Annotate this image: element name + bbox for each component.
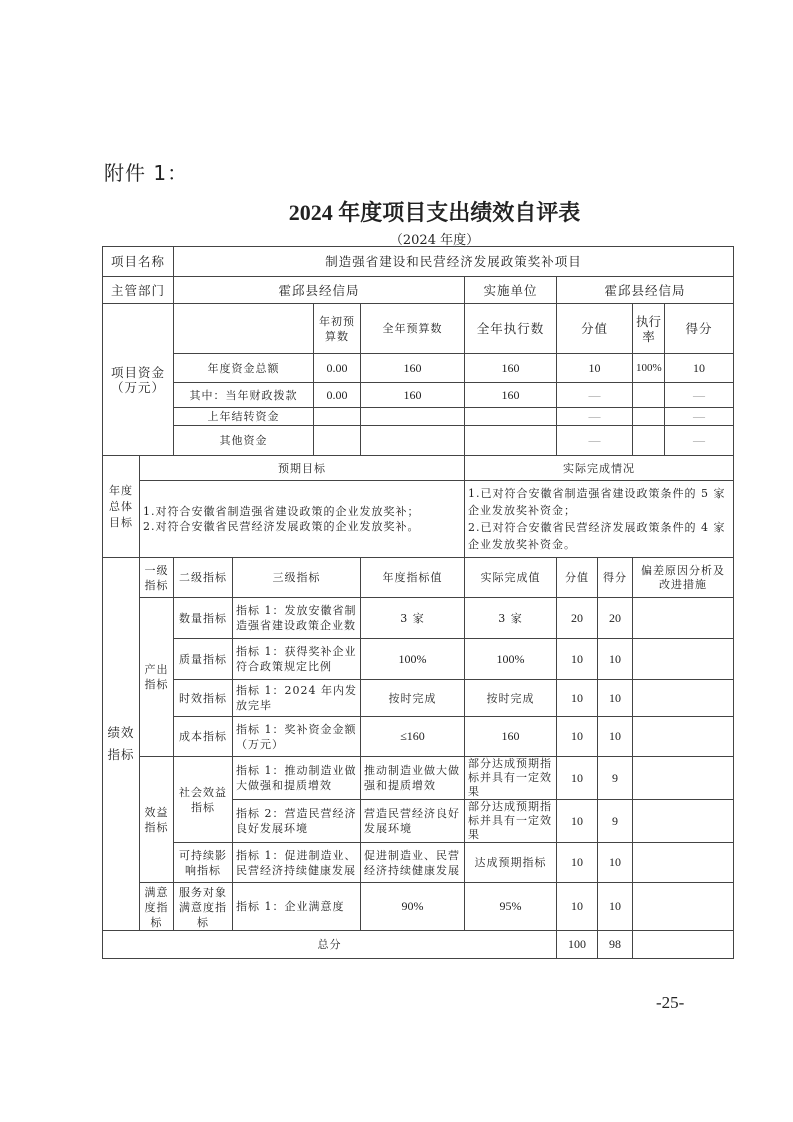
header-weight: 分值 [557,558,598,598]
funds-rate [633,426,665,456]
actual-goal-line: 2.已对符合安徽省民营经济发展政策条件的 4 家企业发放奖补资金。 [468,521,726,551]
total-weight: 100 [557,931,598,959]
funds-weight: — [557,383,633,408]
funds-weight: 10 [557,354,633,383]
indicator-score: 10 [598,843,633,883]
indicator-weight: 10 [557,639,598,680]
funds-row [103,426,734,456]
indicator-target: 促进制造业、民营经济持续健康发展 [361,843,465,883]
indicator-actual: 按时完成 [465,680,557,717]
indicator-target: 100% [361,639,465,680]
indicator-deviation [633,598,734,639]
indicator-actual: 160 [465,717,557,757]
funds-row-label: 其他资金 [174,426,314,456]
header-score: 得分 [598,558,633,598]
subtitle: （2024 年度） [389,233,480,248]
funds-section-label [103,304,174,456]
funds-score: 10 [665,354,734,383]
indicator-level3: 指标 2：营造民营经济良好发展环境 [233,800,361,843]
indicator-actual: 3 家 [465,598,557,639]
indicator-level2: 数量指标 [174,598,233,639]
indicator-weight: 10 [557,843,598,883]
indicator-target: ≤160 [361,717,465,757]
header-score-weight: 分值 [557,304,633,354]
actual-goal-line: 1.已对符合安徽省制造强省建设政策条件的 5 家企业发放奖补资金； [468,487,726,517]
funds-score: — [665,408,734,426]
header-level2: 二级指标 [174,558,233,598]
funds-annual: 160 [361,383,465,408]
indicator-target: 按时完成 [361,680,465,717]
indicator-deviation [633,717,734,757]
indicator-level2: 时效指标 [174,680,233,717]
indicators-section-label: 绩效指标 [103,558,140,931]
indicator-level2: 可持续影响指标 [174,843,233,883]
indicator-level3: 指标 1：推动制造业做大做强和提质增效 [233,757,361,800]
indicator-row [103,680,734,717]
funds-row-label: 其中：当年财政拨款 [174,383,314,408]
expected-goal-line: 2.对符合安徽省民营经济发展政策的企业发放奖补。 [143,520,420,533]
indicator-weight: 20 [557,598,598,639]
indicator-score: 10 [598,680,633,717]
indicator-score: 10 [598,883,633,931]
indicator-level3: 指标 1：获得奖补企业符合政策规定比例 [233,639,361,680]
funds-section-text: 项目资金（万元） [110,364,165,395]
indicator-level3: 指标 1：发放安徽省制造强省建设政策企业数 [233,598,361,639]
impl-value: 霍邱县经信局 [557,277,734,304]
dept-value: 霍邱县经信局 [174,277,465,304]
funds-initial [314,408,361,426]
funds-initial: 0.00 [314,354,361,383]
indicator-row [103,598,734,639]
header-initial-budget: 年初预算数 [314,304,361,354]
goals-table [102,455,734,558]
funds-row [103,408,734,426]
benefit-indicator-label: 效益指标 [140,757,174,883]
funds-score: — [665,383,734,408]
funds-exec: 160 [465,354,557,383]
indicator-score: 10 [598,639,633,680]
expected-goal-line: 1.对符合安徽省制造强省建设政策的企业发放奖补； [143,505,420,518]
funds-exec [465,426,557,456]
funds-row-label: 上年结转资金 [174,408,314,426]
funds-exec [465,408,557,426]
output-indicator-label: 产出指标 [140,598,174,757]
funds-header-row [103,304,734,354]
funds-score: — [665,426,734,456]
actual-goal-content [465,481,734,558]
indicator-level3: 指标 1：企业满意度 [233,883,361,931]
indicator-row [103,717,734,757]
indicator-deviation [633,639,734,680]
funds-rate [633,383,665,408]
header-annual-budget: 全年预算数 [361,304,465,354]
expected-goal-content [140,481,465,558]
goals-section-label: 年度总体目标 [103,456,140,558]
goals-header-row [103,456,734,481]
goals-content-row [103,481,734,558]
indicator-deviation [633,883,734,931]
page-number: -25- [656,993,685,1012]
total-deviation [633,931,734,959]
indicator-row [103,757,734,800]
header-deviation: 偏差原因分析及改进措施 [633,558,734,598]
funds-row-label: 年度资金总额 [174,354,314,383]
funds-annual [361,426,465,456]
indicator-actual: 达成预期指标 [465,843,557,883]
indicator-weight: 10 [557,800,598,843]
total-score: 98 [598,931,633,959]
indicator-deviation [633,843,734,883]
project-name-value: 制造强省建设和民营经济发展政策奖补项目 [174,247,734,277]
indicator-deviation [633,800,734,843]
header-exec-rate: 执行率 [633,304,665,354]
project-name-label: 项目名称 [103,247,174,277]
header-annual-exec: 全年执行数 [465,304,557,354]
indicator-actual: 95% [465,883,557,931]
header-target: 年度指标值 [361,558,465,598]
indicator-weight: 10 [557,883,598,931]
satisfaction-indicator-label: 满意度指标 [140,883,174,931]
indicator-score: 10 [598,717,633,757]
impl-label: 实施单位 [465,277,557,304]
header-level1: 一级指标 [140,558,174,598]
indicator-row [103,639,734,680]
indicator-score: 20 [598,598,633,639]
indicator-target: 90% [361,883,465,931]
dept-label: 主管部门 [103,277,174,304]
funds-exec: 160 [465,383,557,408]
page-title [0,196,793,227]
indicator-level2: 社会效益指标 [174,757,233,843]
indicator-score: 9 [598,800,633,843]
funds-rate: 100% [633,354,665,383]
funds-rate [633,408,665,426]
indicator-row [103,883,734,931]
indicator-target: 营造民营经济良好发展环境 [361,800,465,843]
actual-goal-header: 实际完成情况 [465,456,734,481]
indicator-level3: 指标 1：奖补资金金额（万元） [233,717,361,757]
project-name-row [103,247,734,277]
indicator-level2: 质量指标 [174,639,233,680]
funds-header-blank [174,304,314,354]
indicator-weight: 10 [557,680,598,717]
header-score: 得分 [665,304,734,354]
indicator-actual: 部分达成预期指标并具有一定效果 [465,757,557,800]
indicator-deviation [633,757,734,800]
indicator-level2: 成本指标 [174,717,233,757]
project-funds-table [102,246,734,456]
indicator-row [103,843,734,883]
indicator-actual: 100% [465,639,557,680]
indicator-target: 推动制造业做大做强和提质增效 [361,757,465,800]
indicator-score: 9 [598,757,633,800]
dept-row [103,277,734,304]
attachment-label: 附件 1： [104,161,189,185]
funds-row [103,354,734,383]
funds-weight: — [557,408,633,426]
header-level3: 三级指标 [233,558,361,598]
indicator-level3: 指标 1：促进制造业、民营经济持续健康发展 [233,843,361,883]
funds-initial [314,426,361,456]
indicator-deviation [633,680,734,717]
funds-row [103,383,734,408]
title-text: 2024 年度项目支出绩效自评表 [288,200,581,225]
indicator-level2: 服务对象满意度指标 [174,883,233,931]
total-label: 总分 [103,931,557,959]
indicator-weight: 10 [557,757,598,800]
indicators-header-row [103,558,734,598]
indicator-actual: 部分达成预期指标并具有一定效果 [465,800,557,843]
funds-weight: — [557,426,633,456]
funds-annual: 160 [361,354,465,383]
indicator-target: 3 家 [361,598,465,639]
funds-annual [361,408,465,426]
indicator-weight: 10 [557,717,598,757]
expected-goal-header: 预期目标 [140,456,465,481]
total-row [103,931,734,959]
header-actual: 实际完成值 [465,558,557,598]
indicator-level3: 指标 1：2024 年内发放完毕 [233,680,361,717]
indicators-table [102,557,734,959]
funds-initial: 0.00 [314,383,361,408]
